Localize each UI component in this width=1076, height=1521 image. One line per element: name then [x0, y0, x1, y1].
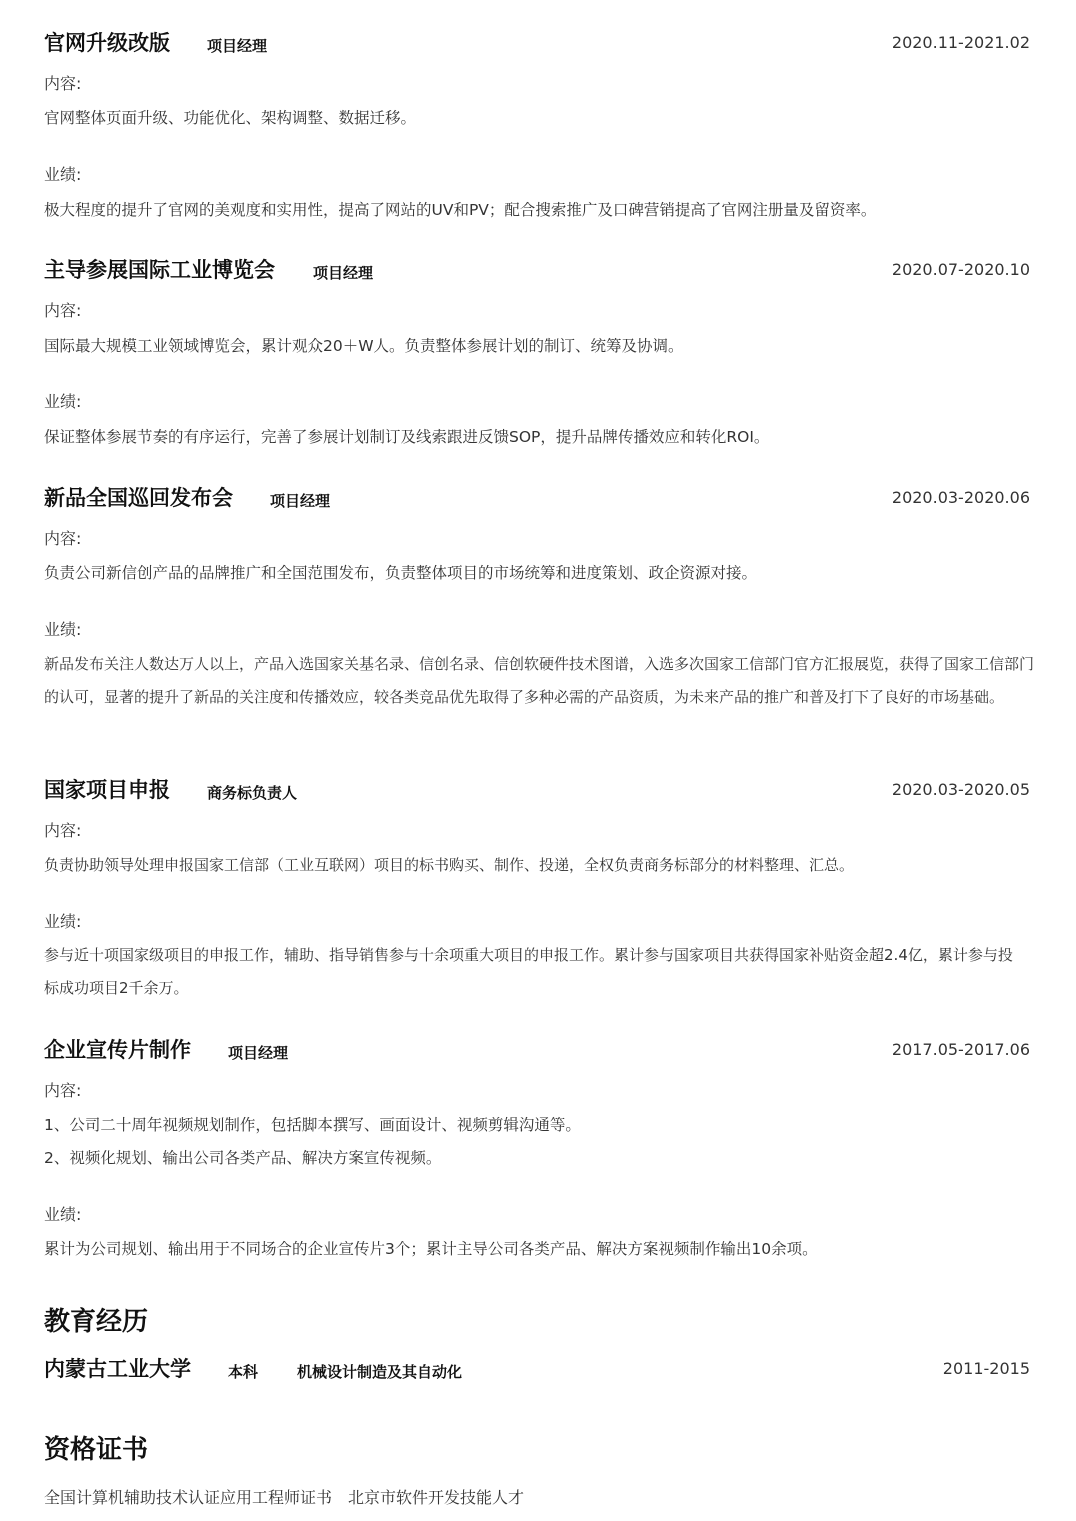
- content-text: 国际最大规模工业领域博览会，累计观众20＋W人。负责整体参展计划的制订、统筹及协调。: [44, 337, 684, 355]
- content-label: 内容:: [44, 1081, 82, 1100]
- content-label: 内容:: [44, 301, 82, 320]
- project-role: 项目经理: [313, 264, 374, 282]
- content-label: 内容:: [44, 529, 82, 548]
- education-section-title: 教育经历: [44, 1307, 149, 1337]
- project-title: 官网升级改版: [44, 31, 170, 55]
- project-header: [44, 1035, 1030, 1065]
- content-text: 官网整体页面升级、功能优化、架构调整、数据迁移。: [44, 109, 417, 127]
- project-date: 2020.11-2021.02: [891, 33, 1030, 52]
- result-text: 累计为公司规划、输出用于不同场合的企业宣传片3个；累计主导公司各类产品、解决方案视频制作输出10余项。: [44, 1240, 818, 1258]
- content-text: 负责公司新信创产品的品牌推广和全国范围发布，负责整体项目的市场统筹和进度策划、政企资源对接。: [44, 564, 758, 582]
- project-title: 国家项目申报: [44, 778, 170, 802]
- project-header: [44, 775, 1030, 805]
- education-major: 机械设计制造及其自动化: [297, 1363, 463, 1381]
- project-header: [44, 28, 1030, 58]
- result-text: 极大程度的提升了官网的美观度和实用性，提高了网站的UV和PV；配合搜索推广及口碑营销提高了官网注册量及留资率。: [44, 201, 877, 219]
- result-text: 新品发布关注人数达万人以上，产品入选国家关基名录、信创名录、信创软硬件技术图谱，入选多次国家工信部门官方汇报展览，获得了国家工信部门的认可，显著的提升了新品的关注度和传播效应，较各类竞品优先取得了多种必需的产品资质，为未来产品的推广和普及打下了良好的市场基础。: [44, 655, 1035, 706]
- project-role: 商务标负责人: [207, 784, 298, 802]
- content-label: 内容:: [44, 821, 82, 840]
- result-label: 业绩:: [44, 165, 82, 184]
- result-label: 业绩:: [44, 1205, 82, 1224]
- content-label: 内容:: [44, 74, 82, 93]
- project-title: 主导参展国际工业博览会: [44, 258, 275, 282]
- project-role: 项目经理: [207, 37, 268, 55]
- education-school: 内蒙古工业大学: [44, 1357, 191, 1381]
- project-date: 2020.03-2020.06: [891, 488, 1030, 507]
- result-label: 业绩:: [44, 392, 82, 411]
- project-role: 项目经理: [228, 1044, 289, 1062]
- result-label: 业绩:: [44, 912, 82, 931]
- project-date: 2020.03-2020.05: [891, 780, 1030, 799]
- content-text: 负责协助领导处理申报国家工信部（工业互联网）项目的标书购买、制作、投递，全权负责商务标部分的材料整理、汇总。: [44, 856, 855, 874]
- project-date: 2017.05-2017.06: [891, 1040, 1030, 1059]
- result-text: 保证整体参展节奏的有序运行，完善了参展计划制订及线索跟进反馈SOP，提升品牌传播效应和转化ROI。: [44, 428, 770, 446]
- project-header: [44, 483, 1030, 513]
- project-header: [44, 255, 1030, 285]
- education-date: 2011-2015: [942, 1359, 1030, 1378]
- project-title: 新品全国巡回发布会: [44, 486, 233, 510]
- result-label: 业绩:: [44, 620, 82, 639]
- certificates-text: 全国计算机辅助技术认证应用工程师证书 北京市软件开发技能人才: [44, 1488, 525, 1507]
- content-text: 2、视频化规划、输出公司各类产品、解决方案宣传视频。: [44, 1149, 442, 1167]
- project-role: 项目经理: [270, 492, 331, 510]
- certificates-section-title: 资格证书: [44, 1435, 149, 1465]
- education-degree: 本科: [228, 1363, 259, 1381]
- project-title: 企业宣传片制作: [44, 1038, 191, 1062]
- project-date: 2020.07-2020.10: [891, 260, 1030, 279]
- result-text: 参与近十项国家级项目的申报工作，辅助、指导销售参与十余项重大项目的申报工作。累计参与国家项目共获得国家补贴资金超2.4亿，累计参与投标成功项目2千余万。: [44, 946, 1013, 997]
- content-text: 1、公司二十周年视频规划制作，包括脚本撰写、画面设计、视频剪辑沟通等。: [44, 1116, 581, 1134]
